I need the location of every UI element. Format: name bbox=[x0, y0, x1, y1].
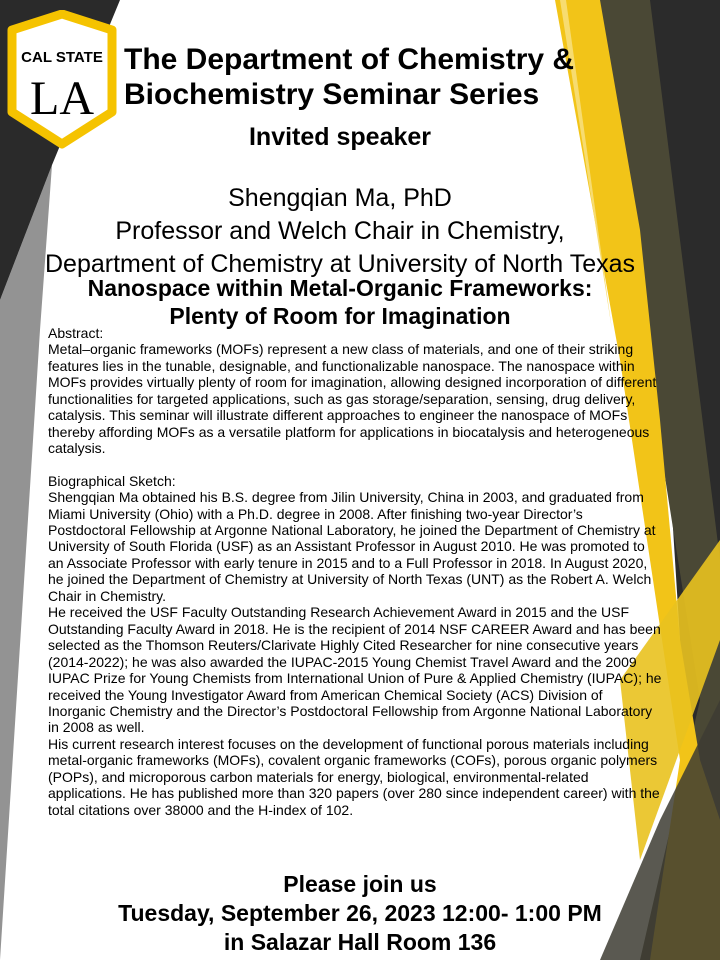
talk-title-line-2: Plenty of Room for Imagination bbox=[169, 303, 511, 329]
speaker-position: Professor and Welch Chair in Chemistry, bbox=[115, 217, 565, 245]
invited-speaker-label: Invited speaker bbox=[248, 123, 432, 151]
bio-paragraph-1: Shengqian Ma obtained his B.S. degree from Jilin University, China in 2003, and graduated from Miami University (Ohio) with a Ph.D. degree in 2008. After finishing two-year Director’s Postdoctoral Fellowship at Argonne National Laboratory, he joined the Department of Chemistry at University of South Florida (USF) as an Assistant Professor in August 2010. He was promoted to an Associate Professor with early tenure in 2015 and to a Full Professor in 2018. In August 2020, he joined the Department of Chemistry at University of North Texas (UNT) as the Robert A. Welch Chair in Chemistry. bbox=[48, 489, 656, 604]
abstract-text: Metal–organic frameworks (MOFs) represent a new class of materials, and one of their striking features lies in the tunable, designable, and functionalizable nanospace. The nanospace within MOFs provides virtually plenty of room for imagination, allowing designed incorporation of different functionalities for targeted applications, such as gas storage/separation, sensing, drug delivery, catalysis. This seminar will illustrate different approaches to engineer the nanospace of MOFs thereby affording MOFs as a versatile platform for applications in biocatalysis and heterogeneous catalysis. bbox=[48, 341, 657, 457]
spacer bbox=[48, 457, 664, 473]
join-invite: Please join us bbox=[283, 871, 437, 897]
cal-state-la-logo bbox=[4, 10, 120, 150]
event-datetime: Tuesday, September 26, 2023 12:00- 1:00 PM bbox=[118, 900, 602, 926]
bio-paragraph-3: His current research interest focuses on the development of functional porous materials including metal-organic frameworks (MOFs), covalent organic frameworks (COFs), porous organic polymers (POPs), and microporous carbon materials for energy, biological, environmental-related applications. He has published more than 320 papers (over 280 since independent career) with the total citations over 38000 and the H-index of 102. bbox=[48, 735, 660, 818]
abstract-heading: Abstract: bbox=[48, 325, 104, 341]
seminar-body bbox=[48, 325, 664, 818]
logo-line2: LA bbox=[30, 72, 94, 125]
bio-paragraph-2: He received the USF Faculty Outstanding Research Achievement Award in 2015 and the USF Outstanding Faculty Award in 2018. He is the recipient of 2014 NSF CAREER Award and has been selected as the Thomson Reuters/Clarivate Highly Cited Researcher for nine consecutive years (2014-2022); he was also awarded the IUPAC-2015 Young Chemist Travel Award and the 2009 IUPAC Prize for Young Chemists from International Union of Pure & Applied Chemistry (IUPAC); he received the Young Investigator Award from American Chemical Society (ACS) Division of Inorganic Chemistry and the Director’s Postdoctoral Fellowship from Argonne National Laboratory in 2008 as well. bbox=[48, 604, 662, 736]
title-line-2: Biochemistry Seminar Series bbox=[124, 78, 540, 111]
event-details bbox=[0, 870, 720, 957]
speaker-department: Department of Chemistry at University of North Texas bbox=[44, 250, 636, 278]
title-line-1: The Department of Chemistry & bbox=[124, 43, 575, 76]
talk-title bbox=[0, 274, 680, 330]
seminar-series-title bbox=[124, 42, 684, 112]
bio-heading: Biographical Sketch: bbox=[48, 472, 176, 489]
speaker-name: Shengqian Ma, PhD bbox=[228, 184, 452, 212]
event-location: in Salazar Hall Room 136 bbox=[223, 929, 497, 955]
talk-title-line-1: Nanospace within Metal-Organic Frameworks: bbox=[87, 275, 593, 301]
logo-line1: CAL STATE bbox=[21, 49, 103, 66]
speaker-block bbox=[0, 182, 680, 281]
shield-icon bbox=[4, 10, 120, 150]
